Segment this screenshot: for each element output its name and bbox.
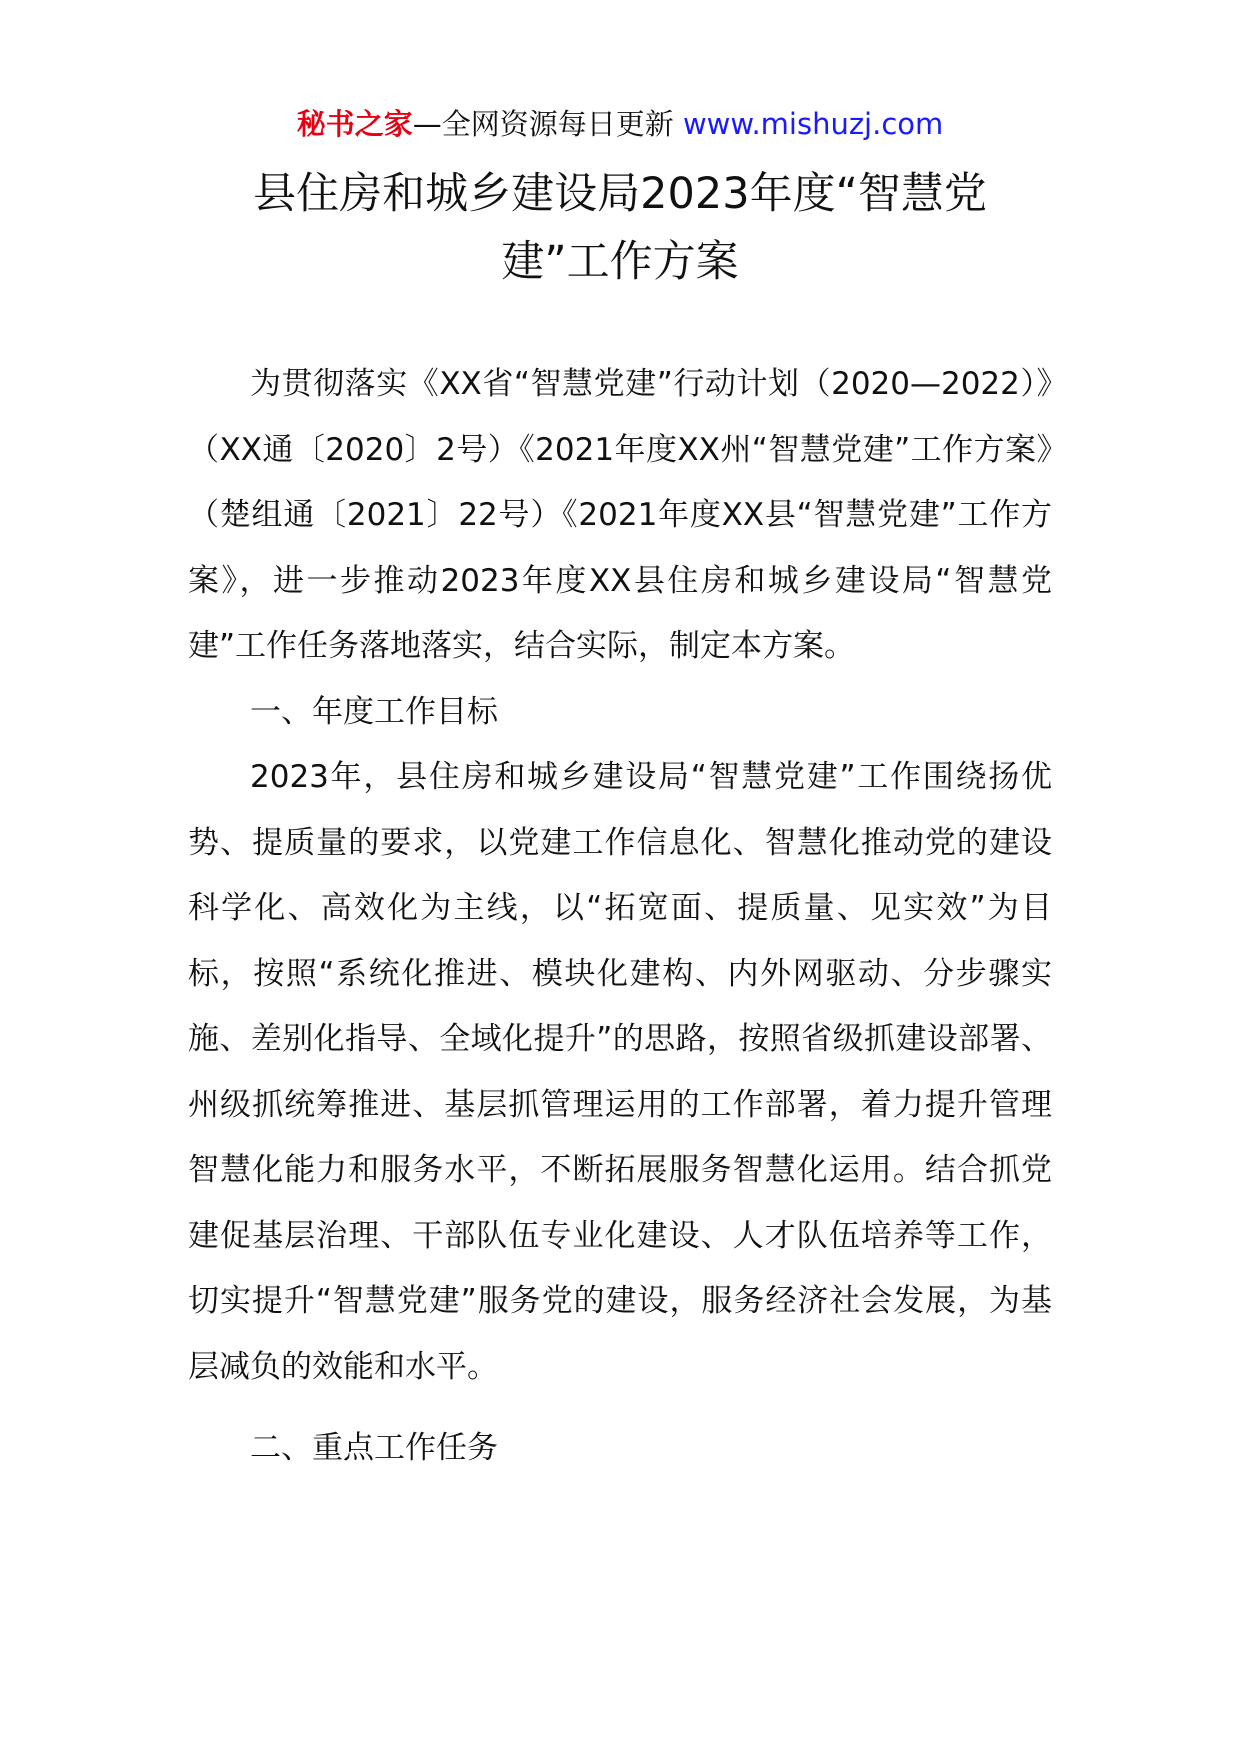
section-heading-2: 二、重点工作任务 xyxy=(250,1430,498,1466)
document-title: 县住房和城乡建设局2023年度“智慧党建”工作方案 xyxy=(253,169,987,287)
section-1-paragraph: 2023年，县住房和城乡建设局“智慧党建”工作围绕扬优势、提质量的要求，以党建工作信息化、智慧化推动党的建设科学化、高效化为主线，以“拓宽面、提质量、见实效”为目标，按照“系统化推进、模块化建构、内外网驱动、分步骤实施、差别化指导、全域化提升”的思路，按照省级抓建设部署、州级抓统筹推进、基层抓管理运用的工作部署，着力提升管理智慧化能力和服务水平，不断拓展服务智慧化运用。结合抓党建促基层治理、干部队伍专业化建设、人才队伍培养等工作，切实提升“智慧党建”服务党的建设，服务经济社会发展，为基层减负的效能和水平。 xyxy=(188,759,1052,1385)
site-header xyxy=(0,104,1240,144)
section-heading-1: 一、年度工作目标 xyxy=(250,693,498,730)
brand-tagline: —全网资源每日更新 xyxy=(412,107,674,141)
brand-name[interactable]: 秘书之家 xyxy=(296,107,413,141)
site-url-link[interactable]: www.mishuzj.com xyxy=(682,107,944,141)
document-body xyxy=(188,352,1052,1482)
intro-paragraph: 为贯彻落实《XX省“智慧党建”行动计划（2020—2022）》（XX通〔2020〕2号）《2021年度XX州“智慧党建”工作方案》（楚组通〔2021〕22号）《2021年度XX县“智慧党建”工作方案》，进一步推动2023年度XX县住房和城乡建设局“智慧党建”工作任务落地落实，结合实际，制定本方案。 xyxy=(188,366,1052,664)
